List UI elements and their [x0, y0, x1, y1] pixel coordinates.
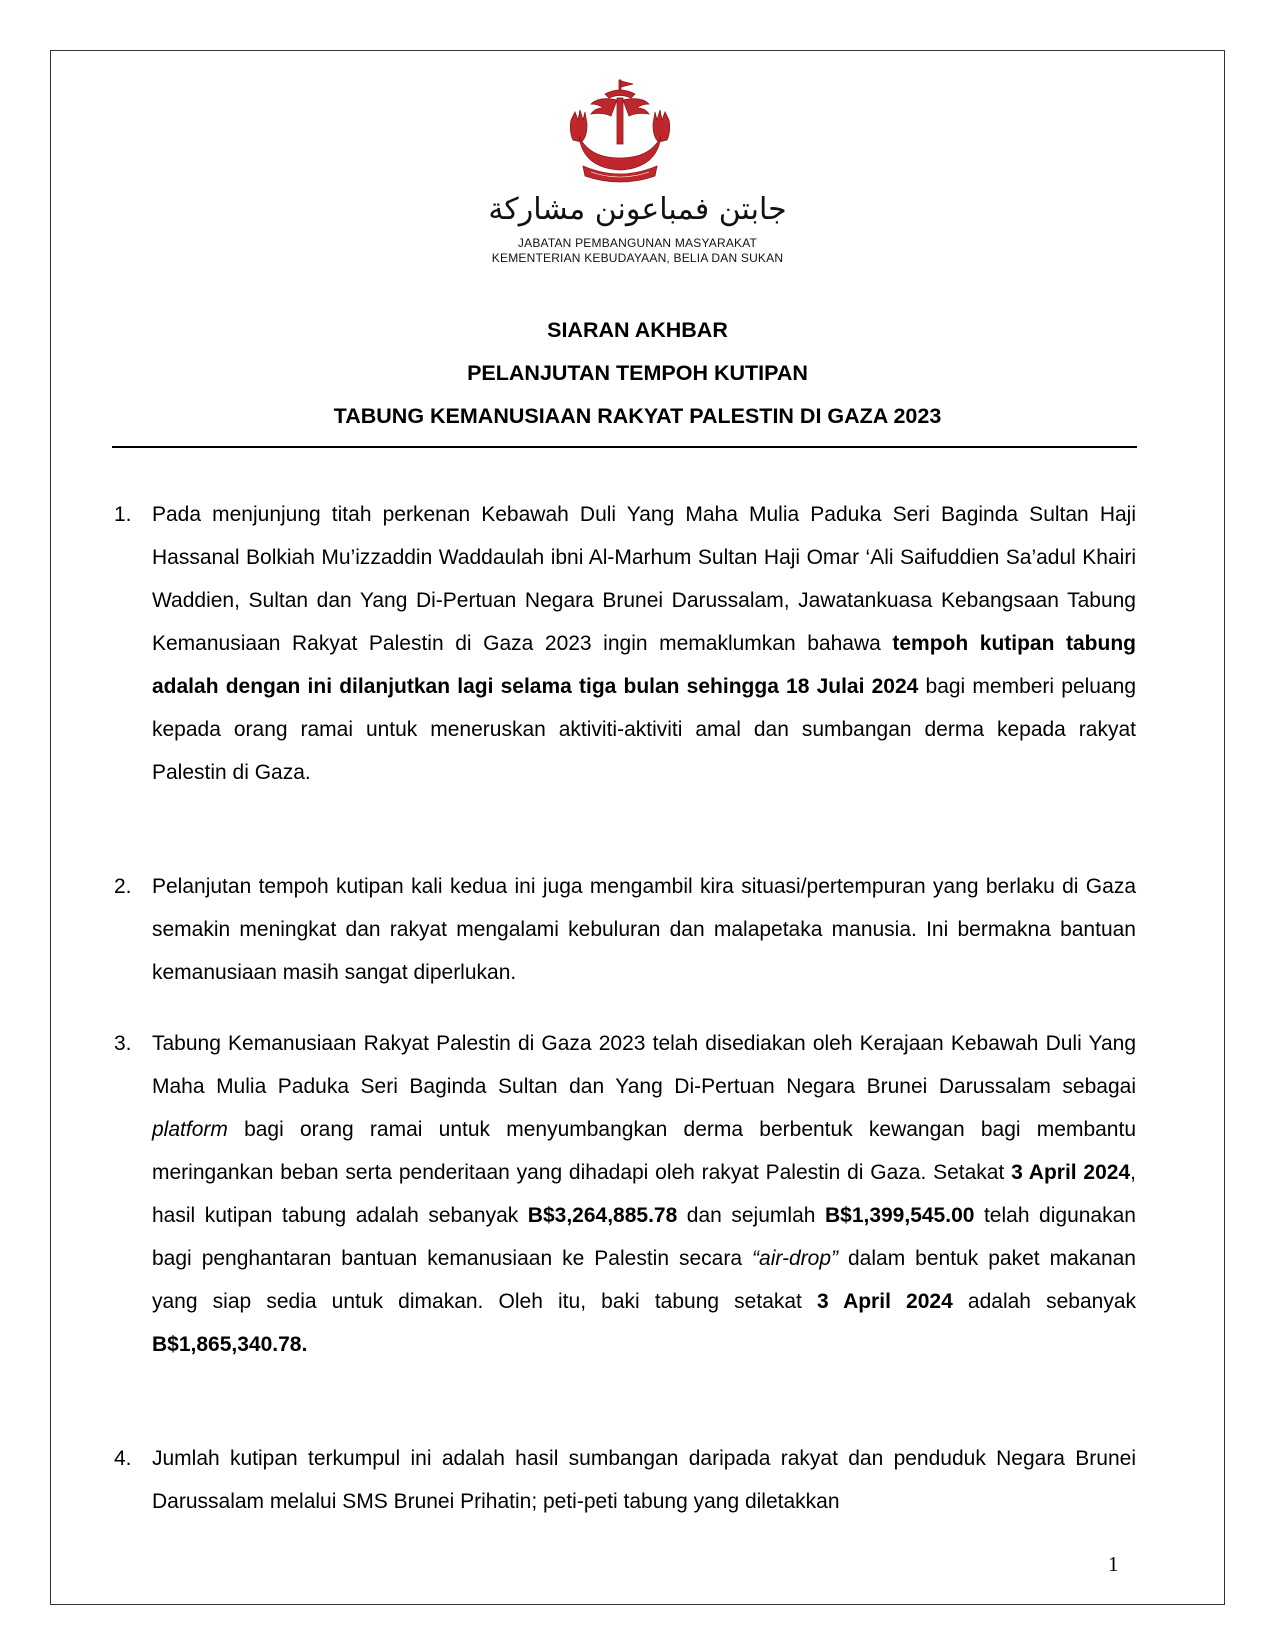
paragraph-text: Jumlah kutipan terkumpul ini adalah hasil sumbangan daripada rakyat dan penduduk Negara Brunei Darussalam melalui SMS Brunei Prihatin; peti-peti tabung yang diletakkan: [152, 1447, 1136, 1513]
text-run: adalah sebanyak: [952, 1290, 1136, 1313]
text-run: telah digunakan bagi penghantaran bantuan kemanusiaan ke Palestin secara: [152, 1204, 1136, 1270]
paragraph-number: 1.: [114, 503, 132, 526]
bold-text-run: tempoh kutipan tabung adalah dengan ini dilanjutkan lagi selama tiga bulan sehingga 18 Julai 2024: [152, 632, 1136, 698]
paragraph-text: [152, 1022, 1136, 1366]
bold-text-run: 3 April 2024: [1011, 1161, 1131, 1184]
paragraph-text: Pelanjutan tempoh kutipan kali kedua ini juga mengambil kira situasi/pertempuran yang berlaku di Gaza semakin meningkat dan rakyat mengalami kebuluran dan malapetaka manusia. Ini bermakna bantuan kemanusiaan masih sangat diperlukan.: [152, 875, 1136, 984]
department-name: JABATAN PEMBANGUNAN MASYARAKAT: [517, 236, 758, 250]
brunei-crest-icon: [565, 78, 675, 183]
bold-text-run: 3 April 2024: [817, 1290, 953, 1313]
paragraph-number: 3.: [114, 1032, 132, 1055]
jawi-department-name: جابتن فمباعونن مشاركة: [488, 192, 787, 227]
title-line-3: TABUNG KEMANUSIAAN RAKYAT PALESTIN DI GAZA 2023: [333, 404, 942, 428]
bold-text-run: B$1,865,340.78.: [152, 1333, 308, 1356]
italic-text-run: platform: [152, 1118, 228, 1141]
page-border: [50, 50, 1225, 1605]
bold-text-run: B$1,399,545.00: [824, 1204, 975, 1227]
text-run: dalam bentuk paket makanan yang siap sedia untuk dimakan. Oleh itu, baki tabung setakat: [152, 1247, 1136, 1313]
press-release-heading: SIARAN AKHBAR: [547, 318, 728, 342]
text-run: Pada menjunjung titah perkenan Kebawah Duli Yang Maha Mulia Paduka Seri Baginda Sultan Haji Hassanal Bolkiah Mu’izzaddin Waddaulah ibni Al-Marhum Sultan Haji Omar ‘Ali Saifuddien Sa’adul Khairi Waddien, Sultan dan Yang Di-Pertuan Negara Brunei Darussalam, Jawatankuasa Kebangsaan Tabung Kemanusiaan Rakyat Palestin di Gaza 2023 ingin memaklumkan bahawa: [152, 503, 1136, 655]
text-run: , hasil kutipan tabung adalah sebanyak: [152, 1161, 1136, 1227]
paragraph-number: 4.: [114, 1447, 132, 1470]
text-run: dan sejumlah: [677, 1204, 825, 1227]
paragraph-number: 2.: [114, 875, 132, 898]
title-divider: [112, 446, 1137, 448]
page-number: 1: [1108, 1552, 1119, 1576]
bold-text-run: B$3,264,885.78: [527, 1204, 678, 1227]
text-run: bagi memberi peluang kepada orang ramai untuk meneruskan aktiviti-aktiviti amal dan sumbangan derma kepada rakyat Palestin di Gaza.: [152, 675, 1137, 784]
text-run: Tabung Kemanusiaan Rakyat Palestin di Gaza 2023 telah disediakan oleh Kerajaan Kebawah Duli Yang Maha Mulia Paduka Seri Baginda Sultan dan Yang Di-Pertuan Negara Brunei Darussalam sebagai: [152, 1032, 1136, 1098]
text-run: bagi orang ramai untuk menyumbangkan derma berbentuk kewangan bagi membantu meringankan beban serta penderitaan yang dihadapi oleh rakyat Palestin di Gaza. Setakat: [152, 1118, 1136, 1184]
ministry-name: KEMENTERIAN KEBUDAYAAN, BELIA DAN SUKAN: [491, 251, 784, 265]
title-line-2: PELANJUTAN TEMPOH KUTIPAN: [467, 361, 808, 385]
italic-text-run: “air-drop”: [752, 1247, 838, 1270]
paragraph-text: [152, 493, 1136, 794]
